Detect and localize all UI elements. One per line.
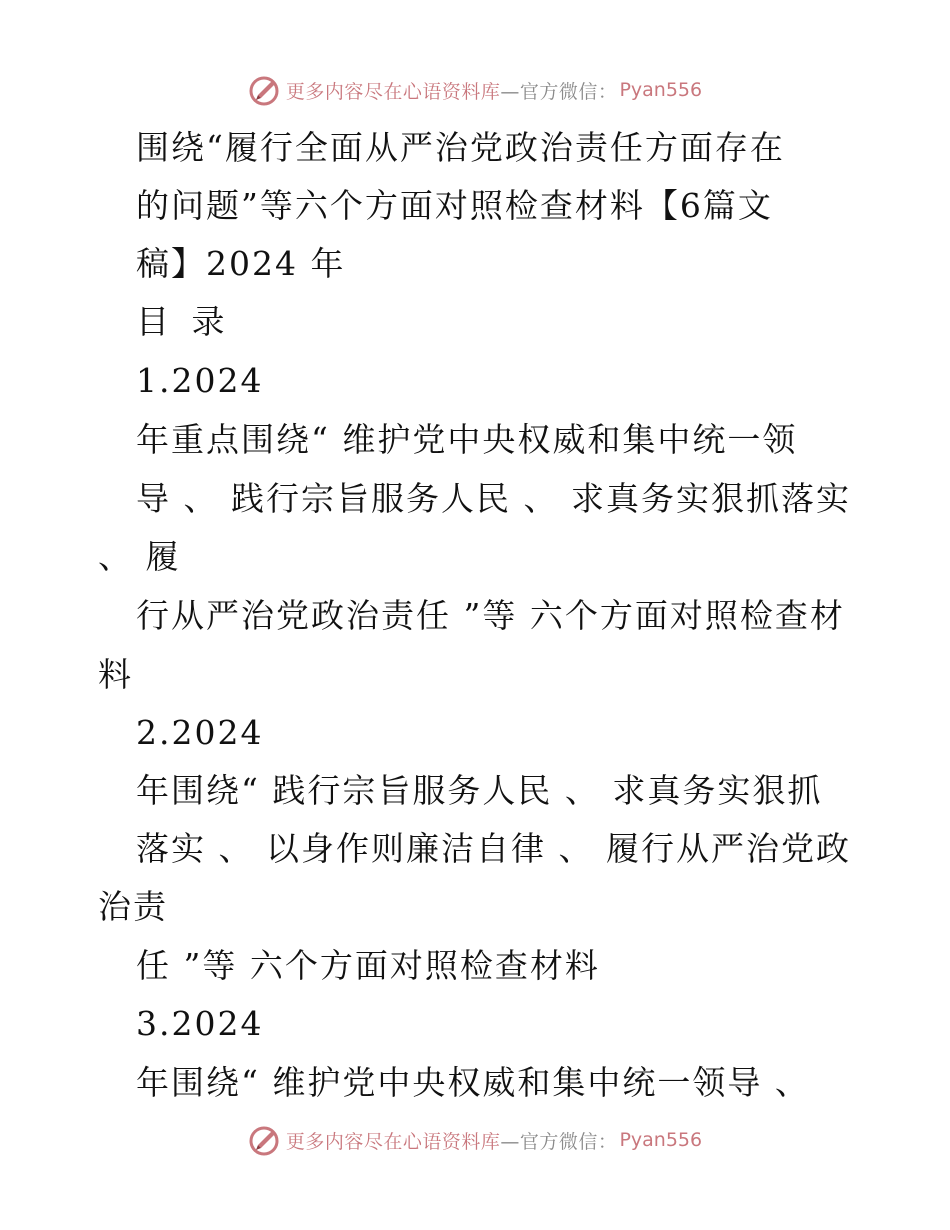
watermark-brand: 更多内容尽在心语资料库	[285, 1130, 501, 1153]
toc-heading: 目 录	[136, 302, 231, 341]
title-line-1: 围绕“履行全面从严治党政治责任方面存在	[136, 128, 785, 167]
toc-item-1-number: 1.2024	[136, 361, 264, 400]
pen-logo-icon	[248, 1123, 282, 1157]
toc-item-2-line-2: 落实 、 以身作则廉洁自律 、 履行从严治党政	[136, 829, 851, 868]
toc-item-1-line-5: 料	[98, 655, 133, 694]
toc-item-1-line-1: 年重点围绕“ 维护党中央权威和集中统一领	[136, 420, 798, 459]
watermark-wechat-id: Pyan556	[619, 79, 703, 101]
footer-watermark	[0, 1120, 950, 1160]
title-line-3: 稿】2024 年	[136, 244, 346, 283]
toc-item-3-number: 3.2024	[136, 1004, 264, 1043]
toc-item-3-line-1: 年围绕“ 维护党中央权威和集中统一领导 、	[136, 1063, 810, 1102]
watermark-wechat-label: —官方微信：	[500, 80, 618, 103]
header-watermark	[0, 70, 950, 110]
toc-item-1-line-2: 导 、 践行宗旨服务人民 、 求真务实狠抓落实	[136, 479, 851, 518]
toc-item-2-line-1: 年围绕“ 践行宗旨服务人民 、 求真务实狠抓	[136, 771, 823, 810]
toc-item-1-line-4: 行从严治党政治责任 ”等 六个方面对照检查材	[136, 596, 845, 635]
watermark-brand: 更多内容尽在心语资料库	[285, 80, 501, 103]
title-line-2: 的问题”等六个方面对照检查材料【6篇文	[136, 186, 773, 225]
watermark-wechat-id: Pyan556	[619, 1129, 703, 1151]
toc-item-1-line-3: 、 履	[98, 537, 181, 576]
toc-item-2-number: 2.2024	[136, 713, 264, 752]
toc-item-2-line-4: 任 ”等 六个方面对照检查材料	[136, 946, 600, 985]
toc-item-2-line-3: 治责	[98, 887, 168, 926]
watermark-wechat-label: —官方微信：	[500, 1130, 618, 1153]
pen-logo-icon	[248, 73, 282, 107]
